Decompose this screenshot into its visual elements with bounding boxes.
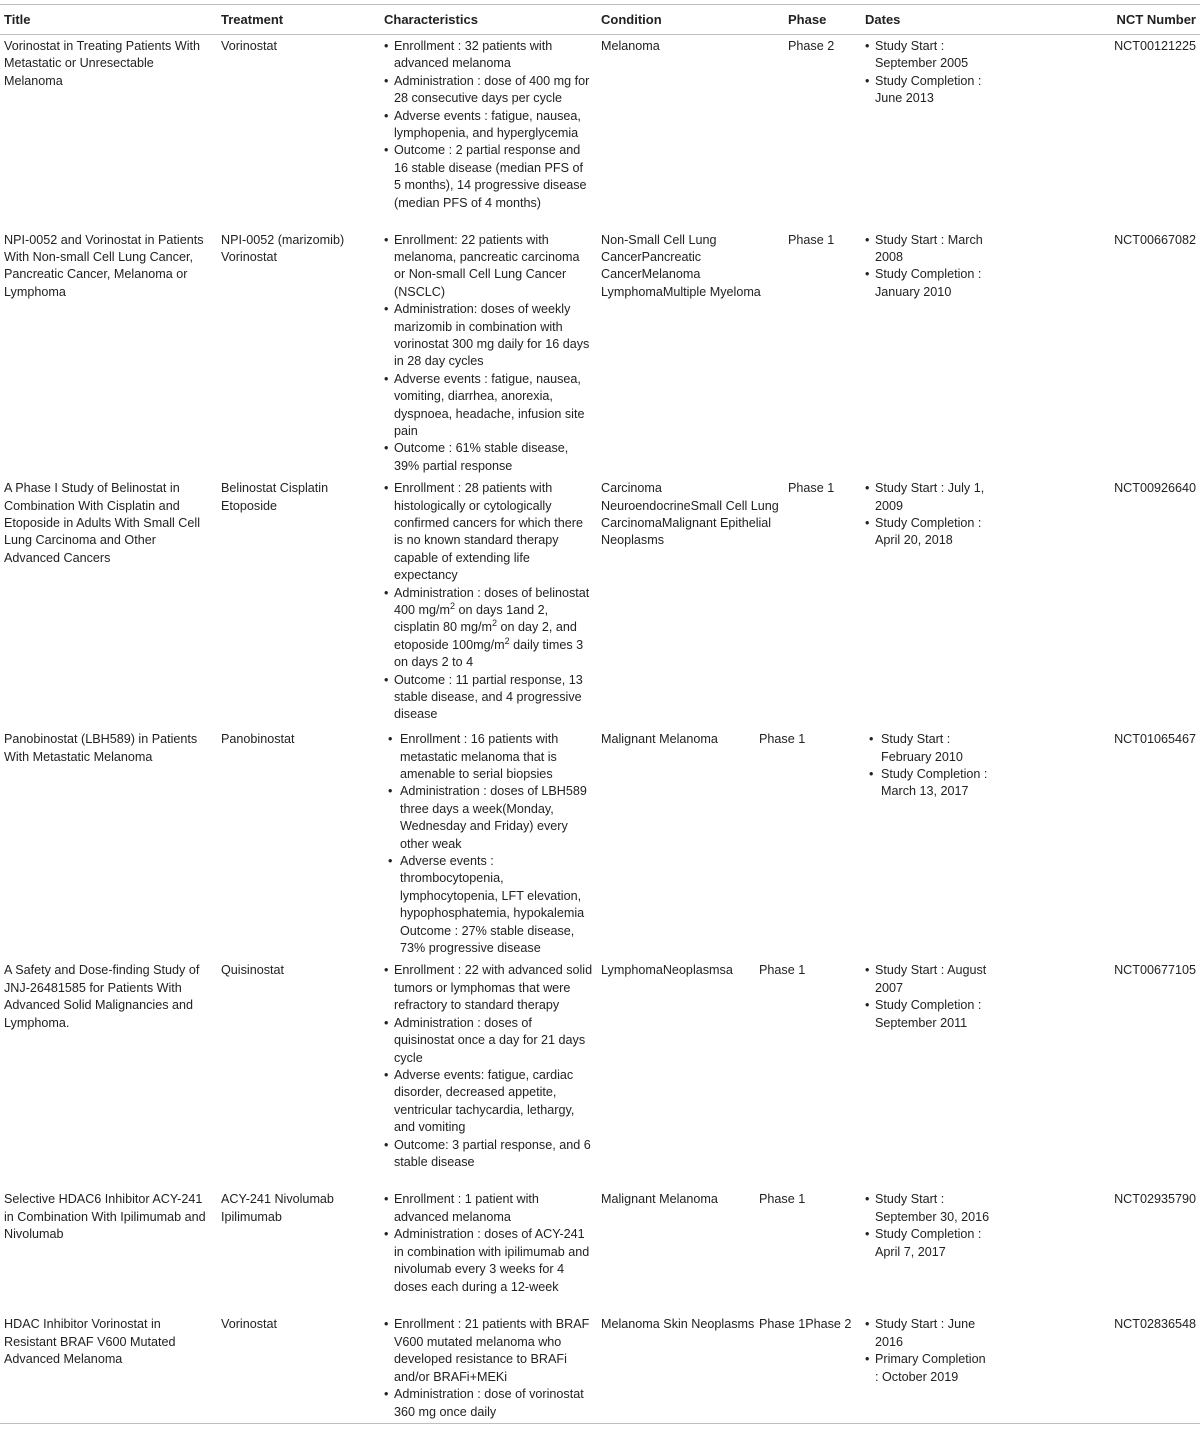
cell-dates <box>861 35 996 229</box>
list-item: • Administration : doses of quisinostat once a day for 21 days cycle <box>384 1015 593 1067</box>
list-item: • Administration : doses of LBH589 three days a week(Monday, Wednesday and Friday) every other weak <box>384 783 593 853</box>
list-item: • Study Start : September 30, 2016 <box>865 1191 992 1226</box>
list-item: • Study Start : March 2008 <box>865 232 992 267</box>
cell-title: Vorinostat in Treating Patients With Metastatic or Unresectable Melanoma <box>4 39 201 88</box>
list-item: • Enrollment : 1 patient with advanced melanoma <box>384 1191 593 1226</box>
cell-phase <box>759 959 861 1188</box>
list-item: • Outcome: 3 partial response, and 6 stable disease <box>384 1137 593 1172</box>
cell-phase: Phase 1 <box>788 481 835 496</box>
cell-title: HDAC Inhibitor Vorinostat in Resistant BRAF V600 Mutated Advanced Melanoma <box>0 1313 217 1423</box>
cell-treatment: Belinostat Cisplatin Etoposide <box>221 481 329 513</box>
cell-condition: Malignant Melanoma <box>601 732 718 747</box>
phase-value: Phase 1 <box>759 1192 806 1207</box>
table-row <box>0 1313 1200 1423</box>
cell-title: Selective HDAC6 Inhibitor ACY-241 in Combination With Ipilimumab and Nivolumab <box>4 1192 206 1242</box>
list-item: • Adverse events : fatigue, nausea, vomiting, diarrhea, anorexia, dyspnoea, headache, infusion site pain <box>384 371 593 441</box>
cell-nct-number: NCT02836548 <box>996 1313 1200 1423</box>
table-row <box>0 35 1200 229</box>
list-item: • Study Completion : September 2011 <box>865 997 992 1032</box>
cell-dates <box>861 477 996 728</box>
list-item: • Enrollment : 16 patients with metastatic melanoma that is amenable to serial biopsies <box>384 731 593 783</box>
list-item: • Study Completion : January 2010 <box>865 266 992 301</box>
cell-condition: Non-Small Cell Lung CancerPancreatic CancerMelanoma LymphomaMultiple Myeloma <box>601 232 761 299</box>
cell-phase <box>759 1188 861 1313</box>
cell-characteristics <box>380 728 597 959</box>
list-item: • Study Completion : April 7, 2017 <box>865 1226 992 1261</box>
list-item: • Administration : doses of belinostat 400 $mg/m^2$ on days 1and 2, cisplatin 80 $mg/m^2$ on day 2, and etoposide $100mg/m^2$ daily times 3 on days 2 to 4 <box>384 585 593 672</box>
list-item: • Adverse events: fatigue, cardiac disorder, decreased appetite, ventricular tachycardia, lethargy, and vomiting <box>384 1067 593 1137</box>
cell-phase: Phase 1 <box>788 232 835 247</box>
list-item: • Adverse events : fatigue, nausea, lymphopenia, and hyperglycemia <box>384 108 593 143</box>
phase-value: Phase 1Phase 2 <box>759 1317 852 1332</box>
cell-treatment: NPI-0052 (marizomib) Vorinostat <box>221 232 345 264</box>
list-item: • Enrollment : 22 with advanced solid tumors or lymphomas that were refractory to standard therapy <box>384 962 593 1014</box>
cell-nct-number: NCT01065467 <box>1114 732 1196 747</box>
cell-treatment: Panobinostat <box>221 732 295 747</box>
cell-treatment: ACY-241 Nivolumab Ipilimumab <box>221 1192 334 1224</box>
table-row <box>0 1188 1200 1313</box>
phase-value: Phase 1 <box>759 732 806 747</box>
list-item: • Adverse events : thrombocytopenia, lymphocytopenia, LFT elevation, hypophosphatemia, hypokalemia Outcome : 27% stable disease, 73% progressive disease <box>384 853 593 957</box>
header-characteristics: Characteristics <box>380 5 597 35</box>
list-item: • Administration: doses of weekly marizomib in combination with vorinostat 300 mg daily for 16 days in 28 day cycles <box>384 301 593 371</box>
cell-phase: Phase 2 <box>788 39 835 53</box>
list-item: • Study Completion : April 20, 2018 <box>865 515 992 550</box>
cell-condition: LymphomaNeoplasmsa <box>601 963 733 978</box>
cell-treatment: Vorinostat <box>217 1313 380 1423</box>
cell-dates <box>861 1188 996 1313</box>
list-item: • Study Completion : June 2013 <box>865 73 992 108</box>
cell-dates <box>861 728 996 959</box>
list-item: • Enrollment : 28 patients with histologically or cytologically confirmed cancers for which there is no known standard therapy capable of extending life expectancy <box>384 480 593 584</box>
cell-nct-number: NCT00677105 <box>1114 963 1196 978</box>
cell-condition: Melanoma Skin Neoplasms <box>597 1313 784 1423</box>
cell-characteristics <box>380 229 597 478</box>
list-item: • Enrollment : 32 patients with advanced melanoma <box>384 38 593 73</box>
cell-dates <box>861 229 996 478</box>
cell-dates <box>861 1313 996 1423</box>
list-item: • Study Start : July 1, 2009 <box>865 480 992 515</box>
phase-value: Phase 1 <box>759 963 806 978</box>
list-item: • Study Completion : March 13, 2017 <box>865 766 992 801</box>
cell-phase <box>759 728 861 959</box>
cell-treatment: Quisinostat <box>221 963 284 978</box>
cell-condition: Melanoma <box>601 39 660 53</box>
cell-nct-number: NCT00926640 <box>1114 481 1196 496</box>
cell-phase <box>759 1313 861 1423</box>
header-condition: Condition <box>597 5 784 35</box>
clinical-trials-table <box>0 4 1200 1424</box>
list-item: • Enrollment: 22 patients with melanoma, pancreatic carcinoma or Non-small Cell Lung Cancer (NSCLC) <box>384 232 593 302</box>
list-item: • Outcome : 61% stable disease, 39% partial response <box>384 440 593 475</box>
cell-characteristics <box>380 35 597 229</box>
table-header <box>0 5 1200 35</box>
list-item: • Primary Completion : October 2019 <box>865 1351 992 1386</box>
list-item: • Study Start : September 2005 <box>865 38 992 73</box>
cell-title: NPI-0052 and Vorinostat in Patients With Non-small Cell Lung Cancer, Pancreatic Cancer, Melanoma or Lymphoma <box>4 232 204 299</box>
header-title: Title <box>0 5 217 35</box>
list-item: • Study Start : August 2007 <box>865 962 992 997</box>
header-phase: Phase <box>784 5 861 35</box>
cell-title: A Phase I Study of Belinostat in Combination With Cisplatin and Etoposide in Adults With Small Cell Lung Carcinoma and Other Advanced Cancers <box>4 481 200 565</box>
list-item: • Outcome : 11 partial response, 13 stable disease, and 4 progressive disease <box>384 672 593 724</box>
cell-characteristics <box>380 1188 597 1313</box>
cell-dates <box>861 959 996 1188</box>
header-nct-number: NCT Number <box>996 5 1200 35</box>
list-item: • Study Start : June 2016 <box>865 1316 992 1351</box>
table-row <box>0 229 1200 478</box>
cell-nct-number: NCT02935790 <box>1114 1192 1196 1207</box>
cell-nct-number: NCT00121225 <box>1114 39 1196 53</box>
cell-nct-number: NCT00667082 <box>1114 232 1196 247</box>
cell-characteristics <box>380 959 597 1188</box>
cell-condition: Malignant Melanoma <box>601 1192 718 1207</box>
list-item: • Administration : doses of ACY-241 in combination with ipilimumab and nivolumab every 3 weeks for 4 doses each during a 12-week <box>384 1226 593 1296</box>
list-item: • Administration : dose of 400 mg for 28 consecutive days per cycle <box>384 73 593 108</box>
header-dates: Dates <box>861 5 996 35</box>
cell-title: A Safety and Dose-finding Study of JNJ-26481585 for Patients With Advanced Solid Malignancies and Lymphoma. <box>4 963 200 1030</box>
list-item: • Administration : dose of vorinostat 360 mg once daily <box>384 1386 593 1421</box>
header-treatment: Treatment <box>217 5 380 35</box>
table-row <box>0 959 1200 1188</box>
list-item: • Study Start : February 2010 <box>865 731 992 766</box>
cell-treatment: Vorinostat <box>221 39 278 53</box>
table-row <box>0 728 1200 959</box>
table-row <box>0 477 1200 728</box>
list-item: • Outcome : 2 partial response and 16 stable disease (median PFS of 5 months), 14 progressive disease (median PFS of 4 months) <box>384 142 593 212</box>
cell-characteristics <box>380 1313 597 1423</box>
cell-characteristics <box>380 477 597 728</box>
list-item: • Enrollment : 21 patients with BRAF V600 mutated melanoma who developed resistance to BRAFi and/or BRAFi+MEKi <box>384 1316 593 1386</box>
cell-title: Panobinostat (LBH589) in Patients With Metastatic Melanoma <box>4 732 198 764</box>
cell-condition: Carcinoma NeuroendocrineSmall Cell Lung CarcinomaMalignant Epithelial Neoplasms <box>601 481 779 548</box>
